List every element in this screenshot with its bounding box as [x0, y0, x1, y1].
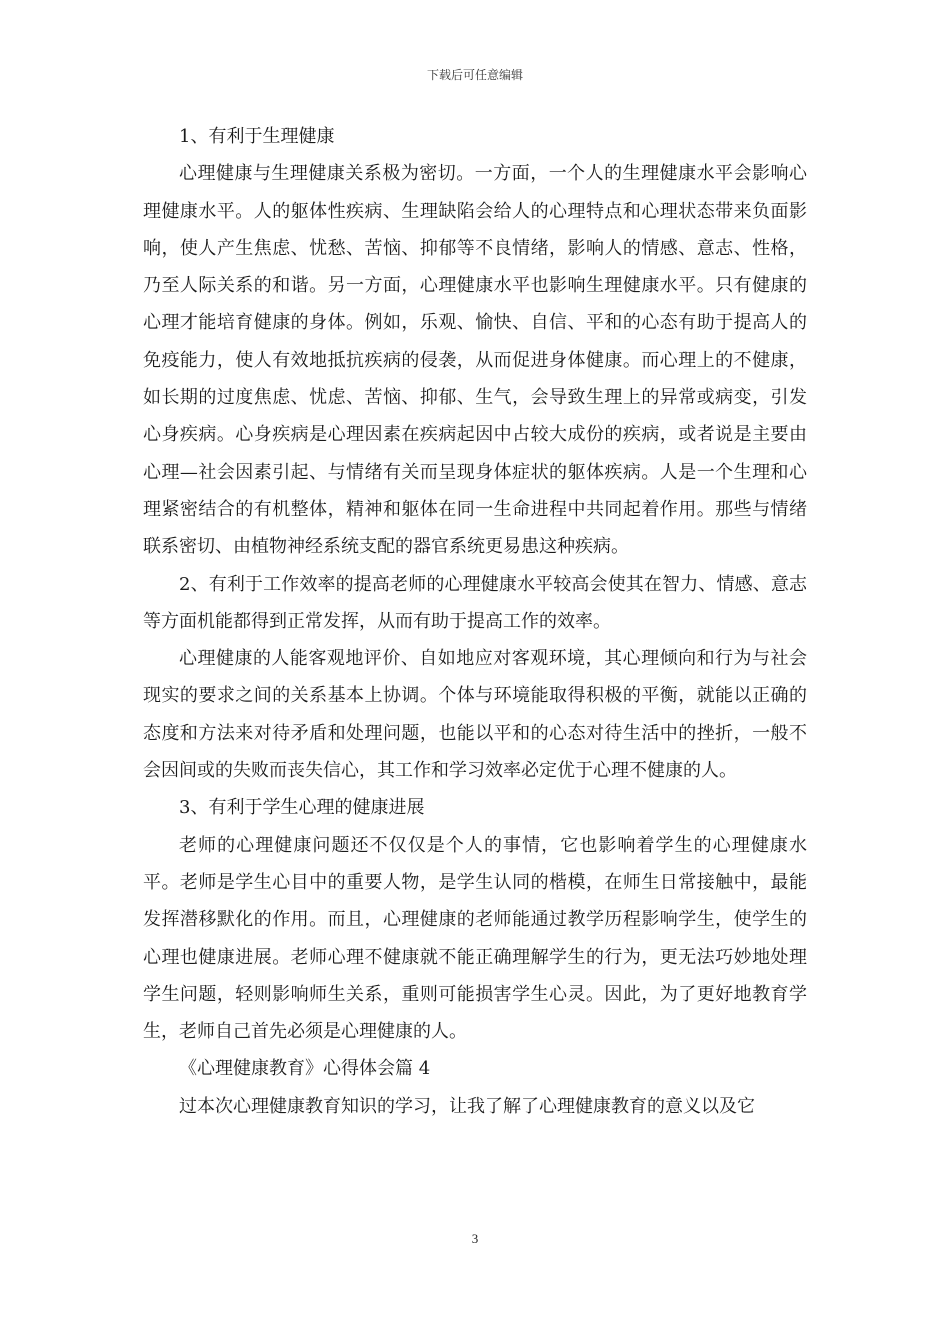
page-number: 3 [471, 1231, 479, 1246]
body-paragraph: 心理健康的人能客观地评价、自如地应对客观环境，其心理倾向和行为与社会现实的要求之间的关系基本上协调。个体与环境能取得积极的平衡，就能以正确的态度和方法来对待矛盾和处理问题，也能以平和的心态对待生活中的挫折，一般不会因间或的失败而丧失信心，其工作和学习效率必定优于心理不健康的人。 [143, 648, 807, 782]
section-heading-physiological-health: 1、有利于生理健康 [179, 126, 335, 147]
article-title: 《心理健康教育》心得体会篇 4 [179, 1058, 431, 1080]
section-heading-student-development: 3、有利于学生心理的健康进展 [179, 797, 425, 819]
section-heading-work-efficiency: 2、有利于工作效率的提高老师的心理健康水平较高会使其在智力、情感、意志等方面机能都得到正常发挥，从而有助于提高工作的效率。 [143, 573, 807, 632]
body-paragraph: 过本次心理健康教育知识的学习，让我了解了心理健康教育的意义以及它 [179, 1095, 755, 1117]
document-body [143, 118, 807, 1125]
page-header: 下载后可任意编辑 [426, 68, 523, 82]
body-paragraph: 老师的心理健康问题还不仅仅是个人的事情，它也影响着学生的心理健康水平。老师是学生心目中的重要人物，是学生认同的楷模，在师生日常接触中，最能发挥潜移默化的作用。而且，心理健康的老师能通过教学历程影响学生，使学生的心理也健康进展。老师心理不健康就不能正确理解学生的行为，更无法巧妙地处理学生问题，轻则影响师生关系，重则可能损害学生心灵。因此，为了更好地教育学生，老师自己首先必须是心理健康的人。 [143, 834, 807, 1043]
body-paragraph: 心理健康与生理健康关系极为密切。一方面，一个人的生理健康水平会影响心理健康水平。人的躯体性疾病、生理缺陷会给人的心理特点和心理状态带来负面影响，使人产生焦虑、忧愁、苦恼、抑郁等不良情绪，影响人的情感、意志、性格，乃至人际关系的和谐。另一方面，心理健康水平也影响生理健康水平。只有健康的心理才能培育健康的身体。例如，乐观、愉快、自信、平和的心态有助于提高人的免疫能力，使人有效地抵抗疾病的侵袭，从而促进身体健康。而心理上的不健康，如长期的过度焦虑、忧虑、苦恼、抑郁、生气，会导致生理上的异常或病变，引发心身疾病。心身疾病是心理因素在疾病起因中占较大成份的疾病，或者说是主要由心理—社会因素引起、与情绪有关而呈现身体症状的躯体疾病。人是一个生理和心理紧密结合的有机整体，精神和躯体在同一生命进程中共同起着作用。那些与情绪联系密切、由植物神经系统支配的器官系统更易患这种疾病。 [143, 163, 807, 558]
